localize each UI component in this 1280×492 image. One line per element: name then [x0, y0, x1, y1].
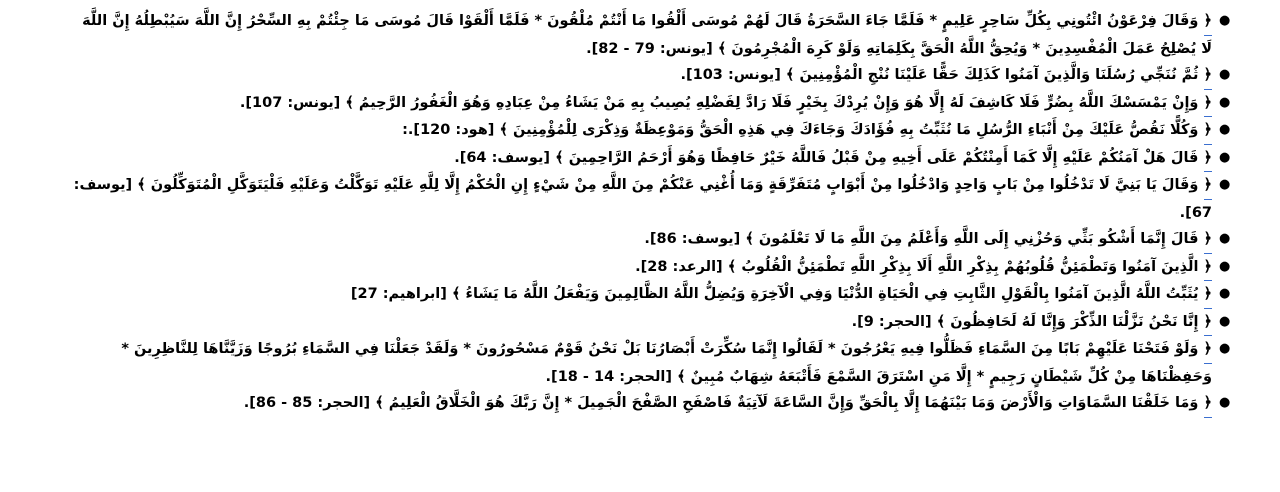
- closing-bracket: ﴾: [717, 40, 727, 57]
- verse-text: وَإِنْ يَمْسَسْكَ اللَّهُ بِضُرٍّ فَلَا كَاشِفَ لَهُ إِلَّا هُوَ وَإِنْ يُرِدْكَ بِخَيْرٍ فَلَا رَادَّ لِفَضْلِهِ يُصِيبُ بِهِ مَنْ يَشَاءُ مِنْ عِبَادِهِ وَهُوَ الْغَفُورُ الرَّحِيمُ: [358, 94, 1199, 111]
- opening-bracket: ﴿: [1204, 62, 1213, 90]
- closing-bracket: ﴾: [936, 313, 946, 330]
- bullet-icon: ●: [1219, 286, 1231, 301]
- bullet-icon: ●: [1219, 122, 1231, 137]
- verse-reference: [الحجر: 14 - 18].: [545, 368, 672, 385]
- verse-text: وَلَوْ فَتَحْنَا عَلَيْهِمْ بَابًا مِنَ السَّمَاءِ فَظَلُّوا فِيهِ يَعْرُجُونَ * لَقَالُوا إِنَّمَا سُكِّرَتْ أَبْصَارُنَا بَلْ نَحْنُ قَوْمٌ مَسْحُورُونَ * وَلَقَدْ جَعَلْنَا فِي السَّمَاءِ بُرُوجًا وَزَيَّنَّاهَا لِلنَّاظِرِينَ * وَحَفِظْنَاهَا مِنْ كُلِّ شَيْطَانٍ رَجِيمٍ * إِلَّا مَنِ اسْتَرَقَ السَّمْعَ فَأَتْبَعَهُ شِهَابٌ مُبِينٌ: [121, 341, 1212, 385]
- opening-bracket: ﴿: [1204, 117, 1213, 145]
- bullet-icon: ●: [1219, 395, 1231, 410]
- opening-bracket: ﴿: [1204, 390, 1213, 418]
- opening-bracket: ﴿: [1204, 309, 1213, 337]
- verse-reference: [الرعد: 28].: [635, 258, 723, 275]
- closing-bracket: ﴾: [677, 368, 686, 385]
- closing-bracket: ﴾: [345, 94, 354, 111]
- opening-bracket: ﴿: [1204, 145, 1213, 173]
- bullet-icon: ●: [1219, 231, 1231, 246]
- verse-text: وَمَا خَلَقْنَا السَّمَاوَاتِ وَالْأَرْضَ وَمَا بَيْنَهُمَا إِلَّا بِالْحَقِّ وَإِنَّ السَّاعَةَ لَآتِيَةٌ فَاصْفَحِ الصَّفْحَ الْجَمِيلَ * إِنَّ رَبَّكَ هُوَ الْخَلَّاقُ الْعَلِيمُ: [388, 395, 1199, 411]
- opening-bracket: ﴿: [1204, 90, 1213, 118]
- verse-text: إِنَّا نَحْنُ نَزَّلْنَا الذِّكْرَ وَإِنَّا لَهُ لَحَافِظُونَ: [950, 313, 1199, 330]
- verse-list: [72, 8, 1231, 418]
- bullet-icon: ●: [1219, 341, 1231, 356]
- list-item: [72, 62, 1231, 90]
- list-item: [72, 254, 1231, 282]
- list-item: [72, 226, 1231, 254]
- list-item: [72, 336, 1231, 390]
- verse-text: وَقَالَ يَا بَنِيَّ لَا تَدْخُلُوا مِنْ بَابٍ وَاحِدٍ وَادْخُلُوا مِنْ أَبْوَابٍ مُتَفَرِّقَةٍ وَمَا أُغْنِي عَنْكُمْ مِنَ اللَّهِ مِنْ شَيْءٍ إِنِ الْحُكْمُ إِلَّا لِلَّهِ عَلَيْهِ تَوَكَّلْتُ وَعَلَيْهِ فَلْيَتَوَكَّلِ الْمُتَوَكِّلُونَ: [150, 177, 1199, 193]
- closing-bracket: ﴾: [785, 67, 795, 83]
- verse-reference: [يونس: 79 - 82].: [586, 40, 713, 57]
- bullet-icon: ●: [1219, 177, 1231, 192]
- verse-text: يُثَبِّتُ اللَّهُ الَّذِينَ آمَنُوا بِالْقَوْلِ الثَّابِتِ فِي الْحَيَاةِ الدُّنْيَا وَفِي الْآخِرَةِ وَيُضِلُّ اللَّهُ الظَّالِمِينَ وَيَفْعَلُ اللَّهُ مَا يَشَاءُ: [465, 286, 1199, 302]
- verse-reference: [يونس: 103].: [680, 67, 781, 83]
- opening-bracket: ﴿: [1204, 254, 1213, 282]
- closing-bracket: ﴾: [555, 149, 564, 166]
- bullet-icon: ●: [1219, 258, 1231, 274]
- verse-reference: [يوسف: 64].: [454, 149, 551, 166]
- opening-bracket: ﴿: [1204, 8, 1213, 36]
- verse-reference: [هود: 120].:: [402, 122, 495, 138]
- list-item: [72, 309, 1231, 337]
- bullet-icon: ●: [1219, 94, 1231, 110]
- closing-bracket: ﴾: [137, 177, 146, 193]
- verse-reference: [يوسف: 67].: [73, 177, 1212, 221]
- closing-bracket: ﴾: [375, 395, 384, 411]
- verse-text: الَّذِينَ آمَنُوا وَتَطْمَئِنُّ قُلُوبُهُمْ بِذِكْرِ اللَّهِ أَلَا بِذِكْرِ اللَّهِ تَطْمَئِنُّ الْقُلُوبُ: [741, 258, 1199, 275]
- verse-text: ثُمَّ نُنَجِّي رُسُلَنَا وَالَّذِينَ آمَنُوا كَذَلِكَ حَقًّا عَلَيْنَا نُنْجِ الْمُؤْمِنِينَ: [799, 67, 1199, 83]
- list-item: [72, 90, 1231, 118]
- list-item: [72, 8, 1231, 62]
- list-item: [72, 390, 1231, 418]
- closing-bracket: ﴾: [499, 122, 508, 138]
- bullet-icon: ●: [1219, 313, 1231, 329]
- verse-reference: [الحجر: 85 - 86].: [243, 395, 371, 411]
- opening-bracket: ﴿: [1204, 172, 1213, 200]
- bullet-icon: ●: [1219, 13, 1231, 28]
- verse-reference: [الحجر: 9].: [851, 313, 932, 330]
- document-body: [72, 8, 1231, 418]
- opening-bracket: ﴿: [1204, 281, 1213, 309]
- list-item: [72, 117, 1231, 145]
- bullet-icon: ●: [1219, 149, 1231, 165]
- verse-text: وَقَالَ فِرْعَوْنُ ائْتُونِي بِكُلِّ سَاحِرٍ عَلِيمٍ * فَلَمَّا جَاءَ السَّحَرَةُ قَالَ لَهُمْ مُوسَى أَلْقُوا مَا أَنْتُمْ مُلْقُونَ * فَلَمَّا أَلْقَوْا قَالَ مُوسَى مَا جِئْتُمْ بِهِ السِّحْرُ إِنَّ اللَّهَ سَيُبْطِلُهُ إِنَّ اللَّهَ لَا يُصْلِحُ عَمَلَ الْمُفْسِدِينَ * وَيُحِقُّ اللَّهُ الْحَقَّ بِكَلِمَاتِهِ وَلَوْ كَرِهَ الْمُجْرِمُونَ: [82, 13, 1212, 57]
- verse-reference: [يونس: 107].: [239, 94, 341, 111]
- opening-bracket: ﴿: [1204, 226, 1213, 254]
- opening-bracket: ﴿: [1204, 336, 1213, 364]
- list-item: [72, 145, 1231, 173]
- verse-text: قَالَ إِنَّمَا أَشْكُو بَثِّي وَحُزْنِي إِلَى اللَّهِ وَأَعْلَمُ مِنَ اللَّهِ مَا لَا تَعْلَمُونَ: [758, 231, 1199, 247]
- bullet-icon: ●: [1219, 67, 1231, 82]
- closing-bracket: ﴾: [727, 258, 737, 275]
- verse-reference: [يوسف: 86].: [644, 231, 741, 247]
- closing-bracket: ﴾: [745, 231, 754, 247]
- closing-bracket: ﴾: [451, 286, 461, 302]
- list-item: [72, 172, 1231, 226]
- verse-text: وَكُلًّا نَقُصُّ عَلَيْكَ مِنْ أَنْبَاءِ الرُّسُلِ مَا نُثَبِّتُ بِهِ فُؤَادَكَ وَجَاءَكَ فِي هَذِهِ الْحَقُّ وَمَوْعِظَةٌ وَذِكْرَى لِلْمُؤْمِنِينَ: [513, 122, 1199, 138]
- verse-text: قَالَ هَلْ آمَنُكُمْ عَلَيْهِ إِلَّا كَمَا أَمِنْتُكُمْ عَلَى أَخِيهِ مِنْ قَبْلُ فَاللَّهُ خَيْرٌ حَافِظًا وَهُوَ أَرْحَمُ الرَّاحِمِينَ: [568, 149, 1199, 166]
- verse-reference: [ابراهيم: 27]: [350, 286, 447, 302]
- list-item: [72, 281, 1231, 309]
